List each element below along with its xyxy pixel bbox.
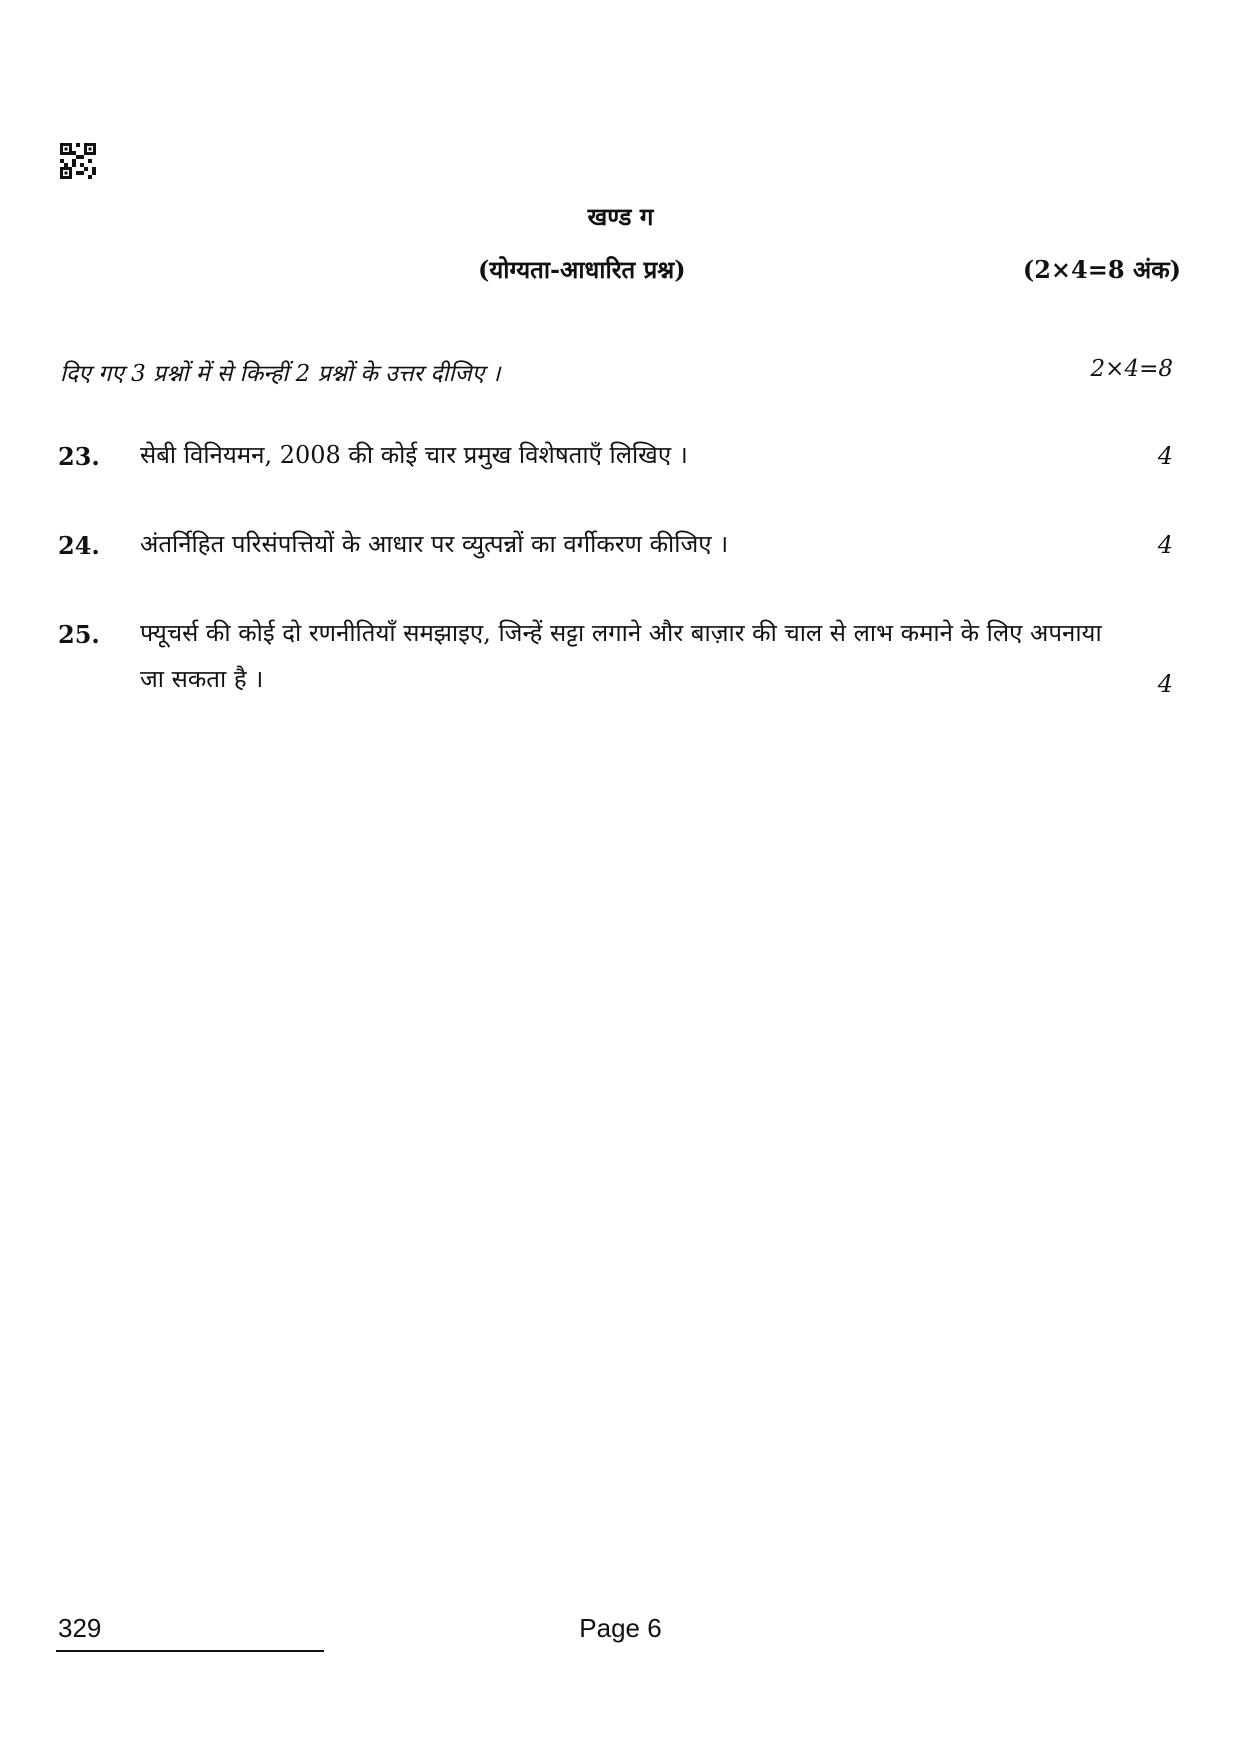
section-subtitle: (योग्यता-आधारित प्रश्न) [478,255,686,284]
section-title: खण्ड ग [587,202,654,231]
question-marks: 4 [1157,670,1173,698]
question-number: 25. [58,620,100,649]
instruction-marks: 2×4=8 [1090,356,1173,382]
question-number: 23. [58,442,100,471]
footer-divider [56,1650,324,1652]
page-number: Page 6 [579,1613,662,1643]
question-text: फ्यूचर्स की कोई दो रणनीतियाँ समझाइए, जिन्हें सट्टा लगाने और बाज़ार की चाल से लाभ कमाने के लिए अपनाया जा सकता है । [140,619,1102,693]
section-marks: (2×4=8 अंक) [1022,255,1181,284]
question-text: सेबी विनियमन, 2008 की कोई चार प्रमुख विशेषताएँ लिखिए । [140,441,688,469]
question-number: 24. [58,531,100,560]
paper-code: 329 [58,1613,102,1643]
question-marks: 4 [1157,531,1173,559]
question-marks: 4 [1157,442,1173,470]
qr-code-icon [60,143,96,179]
instruction-text: दिए गए 3 प्रश्नों में से किन्हीं 2 प्रश्नों के उत्तर दीजिए । [60,361,501,387]
question-text: अंतर्निहित परिसंपत्तियों के आधार पर व्युत्पन्नों का वर्गीकरण कीजिए । [140,530,729,558]
